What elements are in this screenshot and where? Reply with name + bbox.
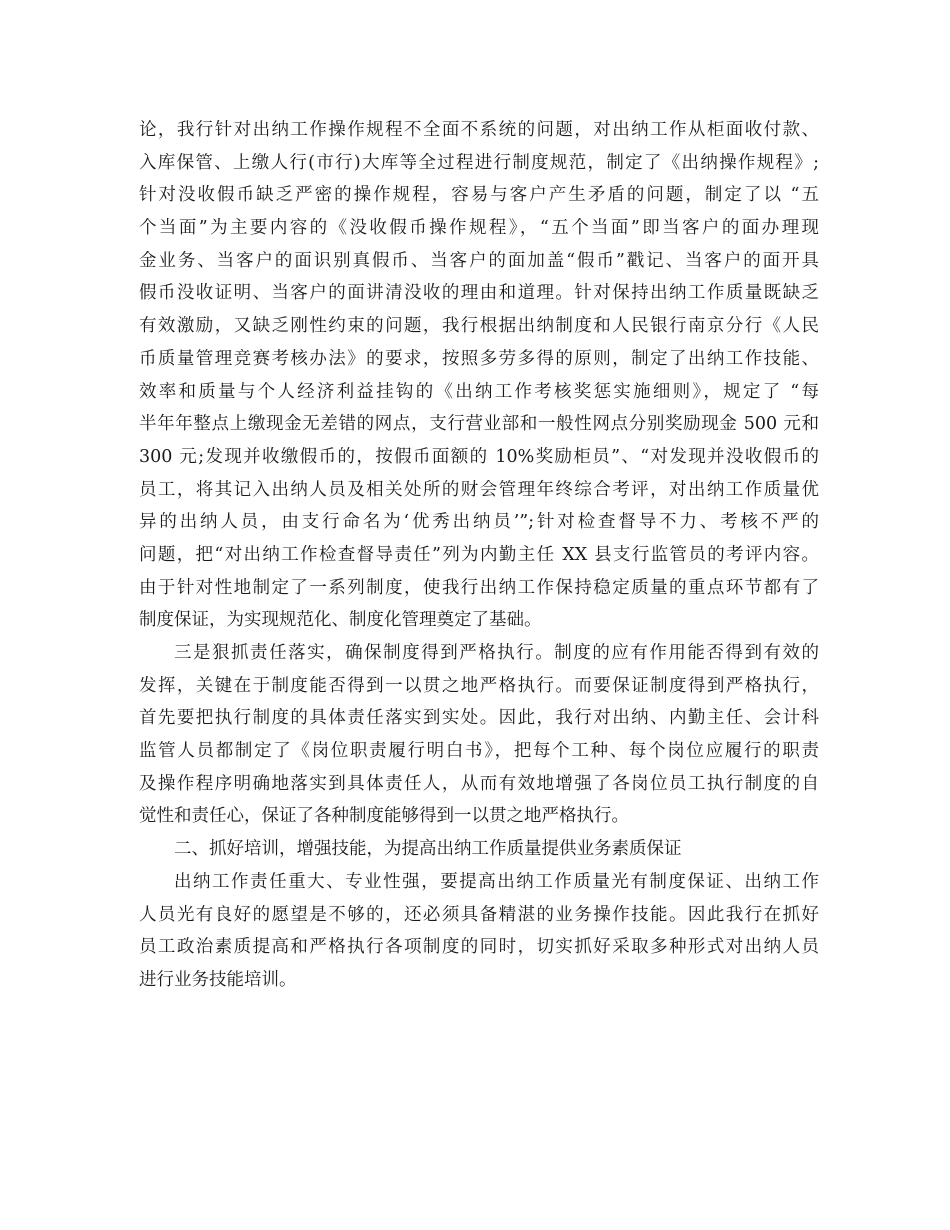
text-line: 有效激励，又缺乏刚性约束的问题，我行根据出纳制度和人民银行南京分行《人民 bbox=[139, 316, 819, 337]
text-line: 及操作程序明确地落实到具体责任人，从而有效地增强了各岗位员工执行制度的自 bbox=[139, 773, 819, 794]
text-line: 员工，将其记入出纳人员及相关处所的财会管理年终综合考评，对出纳工作质量优 bbox=[139, 479, 819, 500]
text-line: 由于针对性地制定了一系列制度，使我行出纳工作保持稳定质量的重点环节都有了 bbox=[139, 577, 819, 598]
text-line: 论，我行针对出纳工作操作规程不全面不系统的问题，对出纳工作从柜面收付款、 bbox=[139, 120, 819, 140]
text-line: 针对没收假币缺乏严密的操作规程，容易与客户产生矛盾的问题，制定了以 “五 bbox=[139, 185, 819, 206]
text-line: 监管人员都制定了《岗位职责履行明白书》，把每个工种、每个岗位应履行的职责 bbox=[139, 741, 819, 762]
text-line: 员工政治素质提高和严格执行各项制度的同时，切实抓好采取多种形式对出纳人员 bbox=[139, 937, 819, 958]
text-line: 制度保证，为实现规范化、制度化管理奠定了基础。 bbox=[139, 610, 542, 631]
text-line: 入库保管、上缴人行(市行)大库等全过程进行制度规范，制定了《出纳操作规程》; bbox=[139, 152, 819, 173]
text-line: 人员光有良好的愿望是不够的，还必须具备精湛的业务操作技能。因此我行在抓好 bbox=[139, 904, 819, 925]
text-line: 币质量管理竞赛考核办法》的要求，按照多劳多得的原则，制定了出纳工作技能、 bbox=[139, 348, 819, 369]
text-line: 三是狠抓责任落实，确保制度得到严格执行。制度的应有作用能否得到有效的 bbox=[174, 643, 819, 663]
text-line: 个当面”为主要内容的《没收假币操作规程》，“五个当面”即当客户的面办理现 bbox=[139, 218, 819, 239]
body-text bbox=[139, 114, 819, 997]
text-line: 二、抓好培训，增强技能，为提高出纳工作质量提供业务素质保证 bbox=[174, 839, 682, 860]
text-line: 觉性和责任心，保证了各种制度能够得到一以贯之地严格执行。 bbox=[139, 806, 629, 827]
text-line: 假币没收证明、当客户的面讲清没收的理由和道理。针对保持出纳工作质量既缺乏 bbox=[139, 283, 819, 304]
text-line: 问题，把“对出纳工作检查督导责任”列为内勤主任 XX 县支行监管员的考评内容。 bbox=[139, 544, 819, 565]
text-line: 异的出纳人员，由支行命名为‘优秀出纳员’”;针对检查督导不力、考核不严的 bbox=[139, 512, 819, 533]
text-line: 半年年整点上缴现金无差错的网点，支行营业部和一般性网点分别奖励现金 500 元和 bbox=[139, 414, 819, 435]
text-line: 进行业务技能培训。 bbox=[139, 969, 297, 990]
text-line: 出纳工作责任重大、专业性强，要提高出纳工作质量光有制度保证、出纳工作 bbox=[174, 871, 819, 892]
text-line: 发挥，关键在于制度能否得到一以贯之地严格执行。而要保证制度得到严格执行， bbox=[139, 675, 819, 696]
text-line: 首先要把执行制度的具体责任落实到实处。因此，我行对出纳、内勤主任、会计科 bbox=[139, 708, 819, 729]
text-line: 效率和质量与个人经济利益挂钩的《出纳工作考核奖惩实施细则》，规定了 “每 bbox=[139, 381, 819, 402]
text-line: 300 元;发现并收缴假币的，按假币面额的 10%奖励柜员”、“对发现并没收假币的 bbox=[139, 446, 819, 467]
text-line: 金业务、当客户的面识别真假币、当客户的面加盖“假币”戳记、当客户的面开具 bbox=[139, 250, 819, 271]
